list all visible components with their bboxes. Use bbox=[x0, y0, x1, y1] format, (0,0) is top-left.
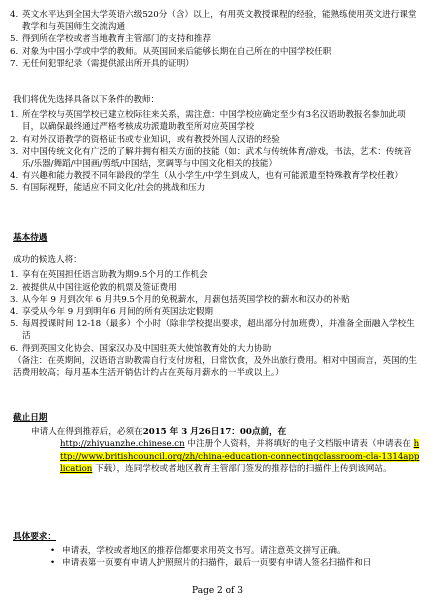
deadline-date: 2015 年 3 月26日17：00点前，在 bbox=[142, 427, 287, 438]
deadline-heading: 截止日期 bbox=[13, 413, 48, 423]
list-item: • 申请表第一页要有申请人护照照片的扫描件，最后一页要有申请人签名扫描件和日 bbox=[50, 558, 372, 569]
list-item: 6. 得到英国文化协会、国家汉办及中国驻英大使馆教育处的大力协助 bbox=[10, 343, 272, 354]
deadline-paragraph-cont: http://zhiyuanzhe.chinese.cn 中注册个人资料，并将填好的电子文档版申请表（申请表在 http://www.britishcouncil.org/zh/china-education-connectingclassroom-cla-1314application 下载），连同学校或者地区教育主管部门签发的推荐信的扫描件上传到该网站。 bbox=[60, 439, 420, 474]
page-footer: Page 2 of 3 bbox=[192, 586, 243, 596]
list-item: 2. 有对外汉语教学的资格证书或专业知识，或有教授外国人汉语的经验 bbox=[10, 134, 280, 145]
benefits-heading: 基本待遇 bbox=[13, 233, 48, 243]
list-item: 7. 无任何犯罪纪录（需提供派出所开具的证明） bbox=[10, 58, 194, 69]
preferred-intro: 我们将优先选择具备以下条件的教师： bbox=[13, 95, 160, 105]
volunteer-site-link[interactable]: http://zhiyuanzhe.chinese.cn bbox=[60, 439, 185, 450]
benefits-section bbox=[0, 232, 421, 379]
deadline-paragraph: 申请人在得到推荐后，必须在2015 年 3 月26日17：00点前，在 bbox=[31, 427, 287, 438]
list-item: 4. 享受从今年 9 月到明年6 月间的所有英国法定假期 bbox=[10, 307, 214, 318]
list-item: • 申请表，学校或者地区的推荐信都要求用英文书写。请注意英文拼写正确。 bbox=[50, 546, 346, 557]
deadline-section bbox=[0, 412, 421, 475]
list-item: 2. 被提供从中国往返伦敦的机票及签证费用 bbox=[10, 282, 177, 293]
bullet-icon: • bbox=[50, 558, 56, 569]
specific-heading: 具体要求： bbox=[13, 532, 56, 542]
list-item: 5. 有国际视野，能适应不同文化/社会的挑战和压力 bbox=[10, 183, 206, 194]
list-item: 5. 得到所在学校或者当地教育主管部门的支持和推荐 bbox=[10, 34, 212, 45]
specific-section bbox=[0, 531, 421, 570]
list-item: 4. 英文水平达到全国大学英语六级520分（含）以上，有用英文教授课程的经验，能熟练使用英文进行课堂教学和与英国师生交流沟通 bbox=[10, 10, 417, 33]
benefits-intro: 成功的候选人将： bbox=[13, 255, 82, 266]
list-item: 6. 对象为中国小学或中学的教师。从英国回来后能够长期在自己所在的中国学校任职 bbox=[10, 46, 332, 57]
list-item: 3. 对中国传统文化有广泛的了解并拥有相关方面的技能（如：武术与传统体育/游戏，书法，艺术：传统音乐/乐器/舞蹈/中国画/剪纸/中国结，烹调等与中国文化相关的技能） bbox=[10, 146, 412, 170]
list-item: 4. 有兴趣和能力教授不同年龄段的学生（从小学生/中学生到成人，也有可能派遣至特殊教育学校任教） bbox=[10, 171, 404, 182]
bullet-icon: • bbox=[50, 546, 56, 557]
list-item: 1. 享有在英国担任语言助教为期9.5个月的工作机会 bbox=[10, 270, 208, 281]
list-item: 5. 每周授课时间 12-18（最多）个小时（除非学校提出要求，超出部分付加班费），并准备全面融入学校生活 bbox=[10, 319, 415, 342]
list-item: 1. 所在学校与英国学校已建立校际往来关系，需注意：中国学校应确定至少有3名汉语助教报名参加此项目，以确保最终通过严格考核成功派遣助教至所对应英国学校 bbox=[10, 110, 406, 133]
requirements-list bbox=[0, 9, 421, 70]
list-item: 3. 从今年 9 月到次年 6 月共9.5个月的免税薪水，月薪包括英国学校的薪水和汉办的补贴 bbox=[10, 294, 350, 305]
preferred-section bbox=[0, 94, 421, 195]
benefits-note: （备注：在英期间，汉语语言助教需自行支付房租，日常饮食，及外出旅行费用。相对中国而言，英国的生活费用较高；每月基本生活开销估计约占在英每月薪水的一半或以上。） bbox=[13, 355, 417, 379]
application-form-link[interactable]: http://www.britishcouncil.org/zh/china-education-connectingclassroom-cla-1314application bbox=[60, 439, 420, 474]
